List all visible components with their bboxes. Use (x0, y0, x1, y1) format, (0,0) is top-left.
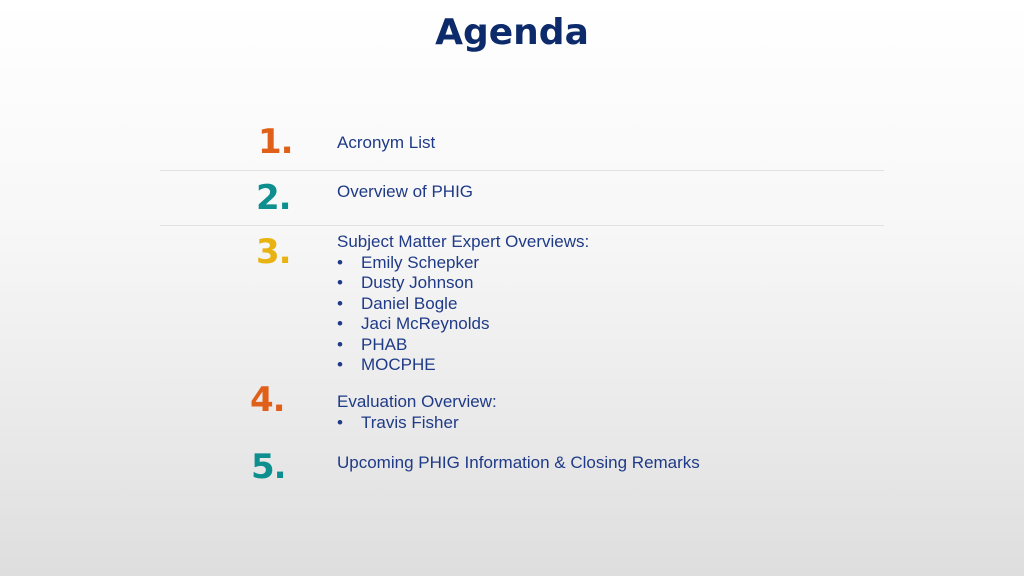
bullet-item: • Emily Schepker (337, 253, 589, 274)
agenda-number-3: 3. (256, 232, 291, 272)
agenda-item-label-2: Overview of PHIG (337, 182, 474, 201)
evaluator-list (337, 413, 497, 434)
agenda-item-label-1: Acronym List (337, 133, 436, 152)
bullet-item: • Jaci McReynolds (337, 314, 589, 335)
bullet-item: • Travis Fisher (337, 413, 497, 434)
agenda-item-label-5: Upcoming PHIG Information & Closing Remarks (337, 453, 700, 472)
bullet-item: • MOCPHE (337, 355, 589, 376)
agenda-number-5: 5. (251, 447, 286, 487)
speaker-list (337, 253, 589, 376)
slide-title: Agenda (435, 12, 589, 53)
agenda-number-4: 4. (250, 380, 285, 420)
agenda-divider (160, 225, 884, 226)
agenda-number-2: 2. (256, 178, 291, 218)
agenda-number-1: 1. (258, 122, 293, 162)
bullet-item: • PHAB (337, 335, 589, 356)
bullet-item: • Dusty Johnson (337, 273, 589, 294)
agenda-item-label-3: Subject Matter Expert Overviews: (337, 232, 590, 251)
agenda-divider (160, 170, 884, 171)
agenda-item-4 (337, 392, 497, 433)
bullet-item: • Daniel Bogle (337, 294, 589, 315)
agenda-item-3 (337, 232, 589, 376)
agenda-item-label-4: Evaluation Overview: (337, 392, 497, 411)
